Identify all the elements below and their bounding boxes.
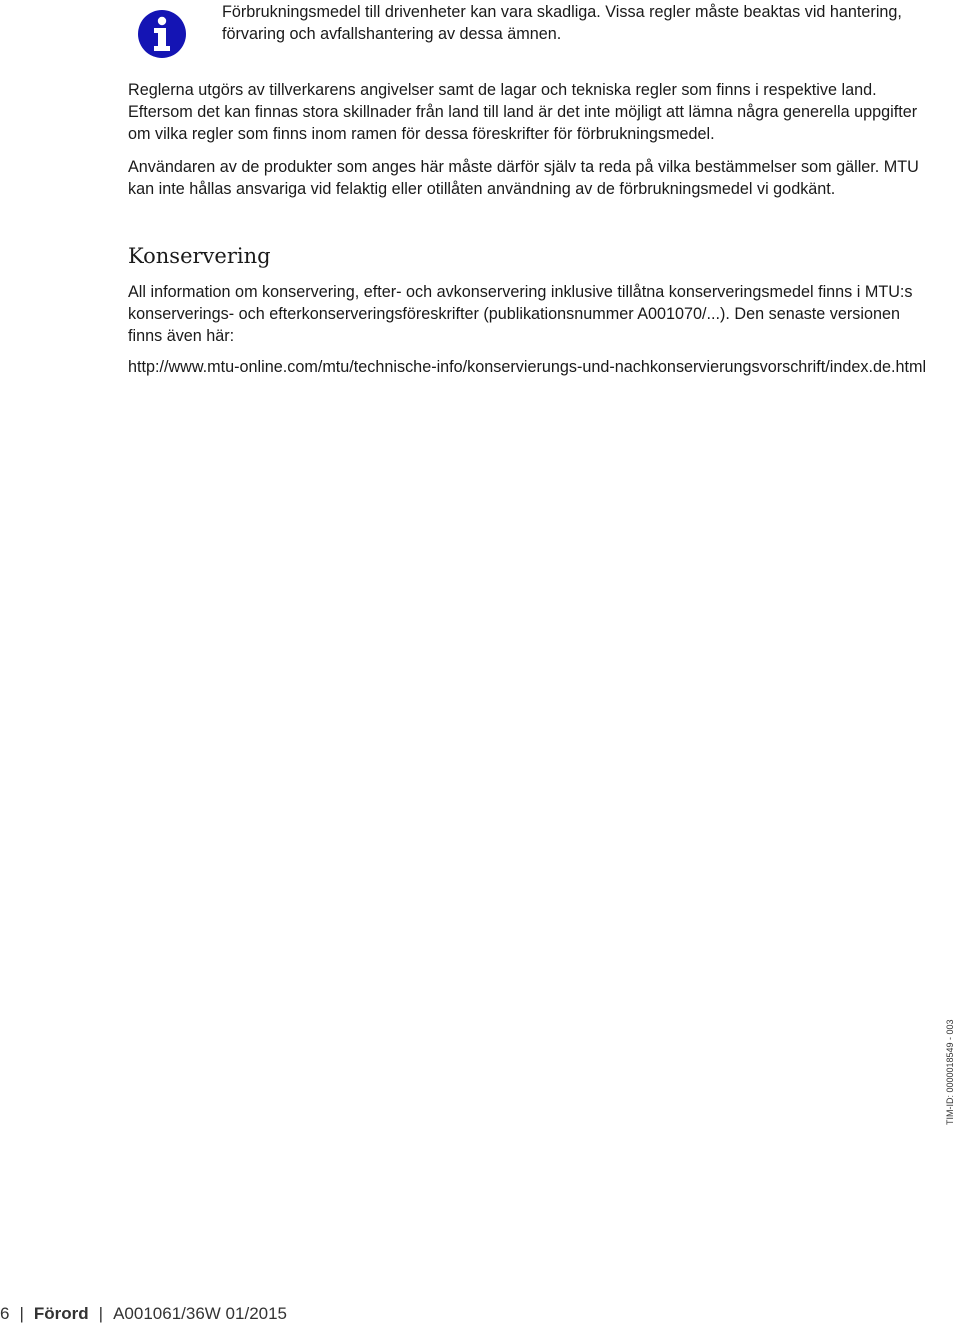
paragraph-regulations [128,79,928,145]
footer-separator: | [98,1304,104,1323]
info-note [222,1,922,45]
paragraph-user-responsibility-text: Användaren av de produkter som anges här måste därför själv ta reda på vilka bestämmelser som gäller. MTU kan inte hållas ansvariga vid felaktig eller otillåten användning av de förbrukningsmedel vi godkänt. [128,158,919,198]
preservation-link-block [128,356,928,378]
paragraph-regulations-text: Reglerna utgörs av tillverkarens angivelser samt de lagar och tekniska regler som finns i respektive land. Eftersom det kan finnas stora skillnader från land till land är det inte möjligt att lämna några generella uppgifter om vilka regler som finns inom ramen för dessa föreskrifter för förbrukningsmedel. [128,81,918,143]
tim-id-label: TIM-ID: 0000018549 - 003 [945,1019,955,1125]
paragraph-preservation [128,281,928,347]
preservation-link[interactable]: http://www.mtu-online.com/mtu/technische-info/konservierungs-und-nachkonservierungsvorschrift/index.de.html [128,358,927,376]
page-footer [0,1303,287,1325]
page-number: 6 [0,1304,10,1323]
footer-title: Förord [33,1304,89,1323]
info-note-text: Förbrukningsmedel till drivenheter kan vara skadliga. Vissa regler måste beaktas vid hantering, förvaring och avfallshantering av dessa ämnen. [222,3,902,43]
paragraph-preservation-text: All information om konservering, efter- och avkonservering inklusive tillåtna konserveringsmedel finns i MTU:s konserverings- och efterkonserveringsföreskrifter (publikationsnummer A001070/...). Den senaste versionen finns även här: [128,283,913,345]
section-heading: Konservering [128,244,271,268]
footer-separator: | [19,1304,24,1323]
footer-doc-id: A001061/36W 01/2015 [113,1304,288,1323]
info-icon [137,9,187,59]
paragraph-user-responsibility [128,156,928,200]
